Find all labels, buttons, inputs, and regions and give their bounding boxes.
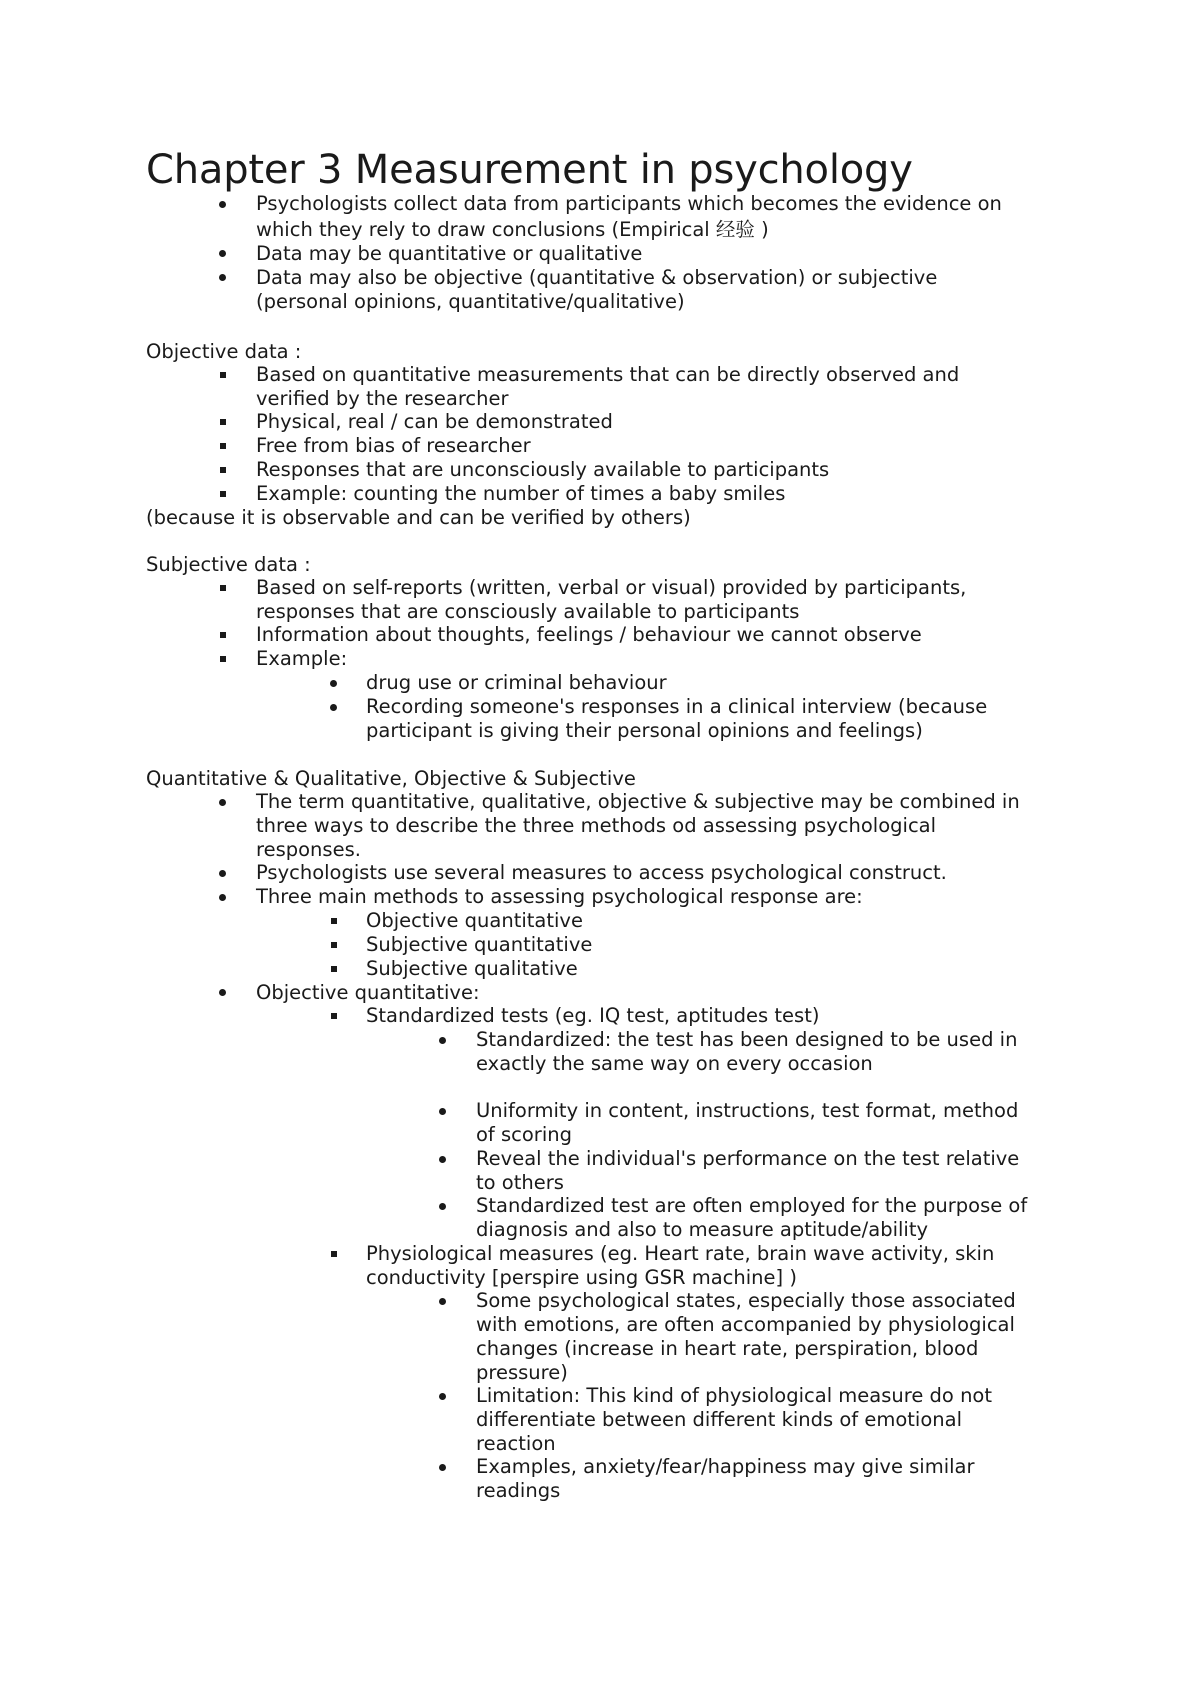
intro-bullet-3-line-2: (personal opinions, quantitative/qualitative) — [256, 290, 685, 313]
std-item-4-line-2: diagnosis and also to measure aptitude/ability — [476, 1218, 929, 1241]
std-item-4-line-1: Standardized test are often employed for the purpose of — [476, 1194, 1028, 1217]
objective-item-1-line-2: verified by the researcher — [256, 387, 509, 410]
std-item-3-line-1: Reveal the individual's performance on the test relative — [476, 1147, 1020, 1170]
bullet-dot — [219, 894, 226, 901]
bullet-square — [331, 966, 337, 972]
intro-bullet-2: Data may be quantitative or qualitative — [256, 242, 643, 265]
bullet-square — [220, 491, 226, 497]
bullet-dot — [219, 274, 226, 281]
bullet-dot — [439, 1203, 446, 1210]
std-item-1-line-2: exactly the same way on every occasion — [476, 1052, 873, 1075]
qq-bullet-2: Psychologists use several measures to access psychological construct. — [256, 861, 947, 884]
bullet-square — [331, 1251, 337, 1257]
bullet-square — [220, 467, 226, 473]
bullet-square — [331, 1013, 337, 1019]
physiological-heading-line-1: Physiological measures (eg. Heart rate, brain wave activity, skin — [366, 1242, 995, 1265]
bullet-square — [331, 918, 337, 924]
bullet-square — [220, 372, 226, 378]
bullet-dot — [219, 870, 226, 877]
bullet-dot — [439, 1298, 446, 1305]
bullet-square — [220, 419, 226, 425]
objective-item-4: Responses that are unconsciously available to participants — [256, 458, 830, 481]
qq-bullet-3: Three main methods to assessing psychological response are: — [256, 885, 863, 908]
method-3: Subjective qualitative — [366, 957, 578, 980]
phys-item-3-line-2: readings — [476, 1479, 561, 1502]
objective-item-1-line-1: Based on quantitative measurements that can be directly observed and — [256, 363, 960, 386]
std-item-3-line-2: to others — [476, 1171, 564, 1194]
objective-item-5: Example: counting the number of times a baby smiles — [256, 482, 786, 505]
bullet-square — [331, 942, 337, 948]
std-item-2-line-1: Uniformity in content, instructions, test format, method — [476, 1099, 1019, 1122]
bullet-dot — [439, 1156, 446, 1163]
subjective-example-2-line-1: Recording someone's responses in a clinical interview (because — [366, 695, 988, 718]
qq-bullet-4: Objective quantitative: — [256, 981, 480, 1004]
qq-bullet-1-line-2: three ways to describe the three methods od assessing psychological — [256, 814, 937, 837]
qq-heading: Quantitative & Qualitative, Objective & Subjective — [146, 767, 636, 790]
phys-item-2-line-2: differentiate between different kinds of emotional — [476, 1408, 963, 1431]
qq-bullet-1-line-3: responses. — [256, 838, 361, 861]
bullet-dot — [439, 1393, 446, 1400]
qq-bullet-1-line-1: The term quantitative, qualitative, objective & subjective may be combined in — [256, 790, 1020, 813]
subjective-item-3: Example: — [256, 647, 348, 670]
subjective-example-2-line-2: participant is giving their personal opinions and feelings) — [366, 719, 923, 742]
intro-bullet-1-line-1: Psychologists collect data from participants which becomes the evidence on — [256, 192, 1002, 215]
std-item-1-line-1: Standardized: the test has been designed to be used in — [476, 1028, 1018, 1051]
subjective-example-1: drug use or criminal behaviour — [366, 671, 667, 694]
phys-item-1-line-4: pressure) — [476, 1361, 568, 1384]
bullet-dot — [219, 250, 226, 257]
objective-item-3: Free from bias of researcher — [256, 434, 531, 457]
bullet-dot — [219, 989, 226, 996]
method-2: Subjective quantitative — [366, 933, 593, 956]
objective-item-2: Physical, real / can be demonstrated — [256, 410, 613, 433]
intro-bullet-1-line-2: which they rely to draw conclusions (Empirical 经验 ) — [256, 218, 769, 241]
bullet-dot — [439, 1037, 446, 1044]
bullet-dot — [439, 1108, 446, 1115]
page-title: Chapter 3 Measurement in psychology — [146, 147, 913, 193]
subjective-item-1-line-1: Based on self-reports (written, verbal or visual) provided by participants, — [256, 576, 967, 599]
bullet-square — [220, 443, 226, 449]
bullet-dot — [439, 1464, 446, 1471]
objective-heading: Objective data : — [146, 340, 302, 363]
phys-item-1-line-2: with emotions, are often accompanied by physiological — [476, 1313, 1015, 1336]
phys-item-2-line-1: Limitation: This kind of physiological measure do not — [476, 1384, 992, 1407]
physiological-heading-line-2: conductivity [perspire using GSR machine] ) — [366, 1266, 797, 1289]
bullet-square — [220, 632, 226, 638]
standardized-tests-heading: Standardized tests (eg. IQ test, aptitudes test) — [366, 1004, 820, 1027]
bullet-dot — [330, 704, 337, 711]
subjective-item-1-line-2: responses that are consciously available to participants — [256, 600, 800, 623]
bullet-dot — [219, 201, 226, 208]
std-item-2-line-2: of scoring — [476, 1123, 572, 1146]
subjective-item-2: Information about thoughts, feelings / behaviour we cannot observe — [256, 623, 922, 646]
phys-item-3-line-1: Examples, anxiety/fear/happiness may give similar — [476, 1455, 975, 1478]
objective-note: (because it is observable and can be verified by others) — [146, 506, 691, 529]
method-1: Objective quantitative — [366, 909, 583, 932]
phys-item-2-line-3: reaction — [476, 1432, 556, 1455]
bullet-dot — [219, 799, 226, 806]
intro-bullet-3-line-1: Data may also be objective (quantitative & observation) or subjective — [256, 266, 938, 289]
bullet-square — [220, 585, 226, 591]
phys-item-1-line-3: changes (increase in heart rate, perspiration, blood — [476, 1337, 979, 1360]
bullet-square — [220, 656, 226, 662]
subjective-heading: Subjective data : — [146, 553, 311, 576]
phys-item-1-line-1: Some psychological states, especially those associated — [476, 1289, 1016, 1312]
bullet-dot — [330, 680, 337, 687]
